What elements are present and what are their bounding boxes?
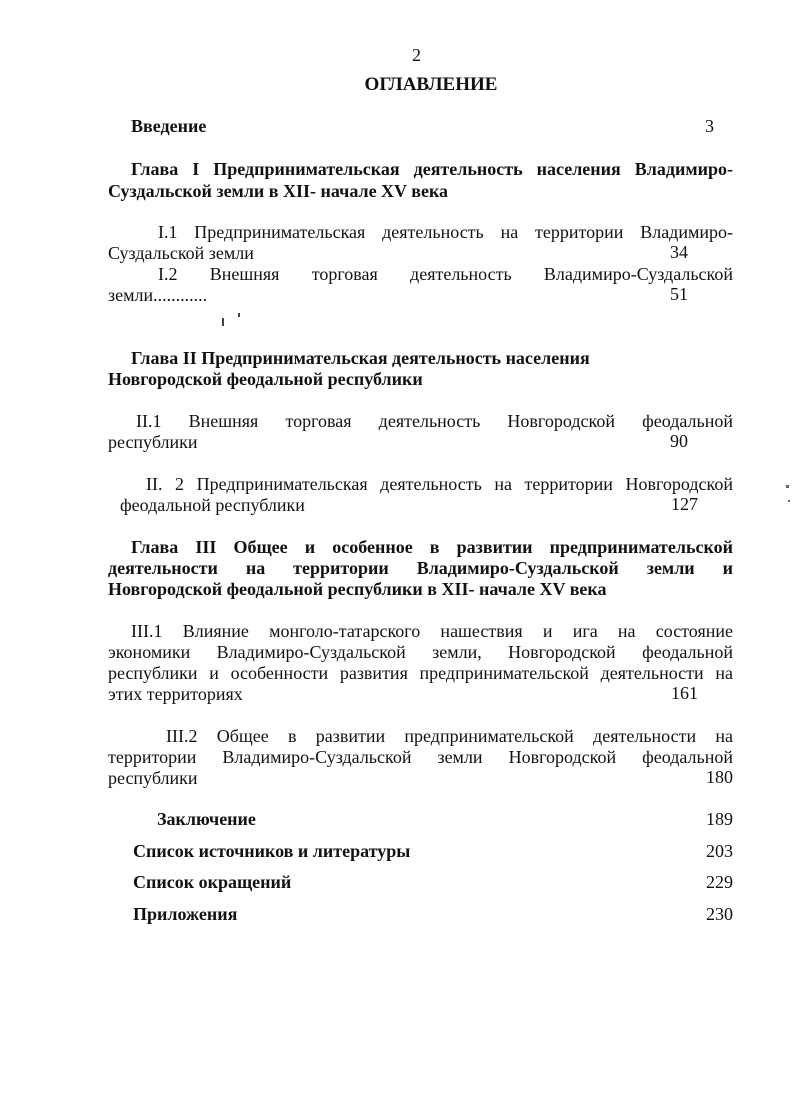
section-3-2-text-line: территории Владимиро-Суздальской земли Новгородской феодальной	[108, 747, 733, 767]
toc-sources-label[interactable]: Список источников и литературы	[133, 841, 411, 861]
chapter-3-heading-line: деятельности на территории Владимиро-Суздальской земли и	[108, 558, 733, 578]
scan-speck	[786, 485, 789, 488]
section-1-1-text-line: I.1 Предпринимательская деятельность на территории Владимиро-	[158, 222, 733, 242]
scan-speck	[238, 313, 240, 317]
section-3-1-text-line: этих территориях	[108, 684, 243, 704]
section-3-1-text-line: экономики Владимиро-Суздальской земли, Новгородской феодальной	[108, 642, 733, 662]
section-1-2-text-line: земли............	[108, 285, 208, 305]
toc-appendices-label[interactable]: Приложения	[133, 904, 238, 924]
section-2-2-page: 127	[671, 494, 698, 514]
section-2-2-text-line: феодальной республики	[120, 495, 305, 515]
chapter-1-heading-line: Глава I Предпринимательская деятельность населения Владимиро-	[131, 159, 733, 179]
toc-abbreviations-label[interactable]: Список окращений	[133, 872, 292, 892]
scan-speck	[788, 500, 790, 502]
section-1-1-page: 34	[670, 242, 688, 262]
section-1-2-text-line: I.2 Внешняя торговая деятельность Владимиро-Суздальской	[158, 264, 733, 284]
chapter-2-heading-line: Новгородской феодальной республики	[108, 369, 423, 389]
section-3-1-text-line: республики и особенности развития предпринимательской деятельности на	[108, 663, 733, 683]
scan-speck	[222, 318, 224, 326]
toc-intro-page: 3	[705, 116, 714, 136]
toc-abbreviations-page: 229	[706, 872, 733, 892]
toc-intro-label[interactable]: Введение	[131, 116, 207, 136]
toc-sources-page: 203	[706, 841, 733, 861]
section-3-1-page: 161	[671, 683, 698, 703]
section-2-2-text-line: II. 2 Предпринимательская деятельность на территории Новгородской	[146, 474, 733, 494]
chapter-2-heading-line: Глава II Предпринимательская деятельность населения	[131, 348, 590, 368]
section-1-2-page: 51	[670, 284, 688, 304]
page-title: ОГЛАВЛЕНИЕ	[364, 74, 498, 95]
section-2-1-page: 90	[670, 431, 688, 451]
section-3-2-text-line: III.2 Общее в развитии предпринимательской деятельности на	[166, 726, 733, 746]
chapter-1-heading-line: Суздальской земли в XII- начале XV века	[108, 181, 449, 201]
section-2-1-text-line: республики	[108, 432, 198, 452]
toc-conclusion-page: 189	[706, 809, 733, 829]
page-number: 2	[412, 45, 421, 65]
section-3-1-text-line: III.1 Влияние монголо-татарского нашествия и ига на состояние	[131, 621, 733, 641]
section-1-1-text-line: Суздальской земли	[108, 243, 254, 263]
toc-appendices-page: 230	[706, 904, 733, 924]
section-3-2-text-line: республики	[108, 768, 198, 788]
section-2-1-text-line: II.1 Внешняя торговая деятельность Новгородской феодальной	[136, 411, 733, 431]
toc-conclusion-label[interactable]: Заключение	[157, 809, 256, 829]
chapter-3-heading-line: Глава III Общее и особенное в развитии предпринимательской	[131, 537, 733, 557]
section-3-2-page: 180	[706, 767, 733, 787]
chapter-3-heading-line: Новгородской феодальной республики в XII- начале XV века	[108, 579, 607, 599]
